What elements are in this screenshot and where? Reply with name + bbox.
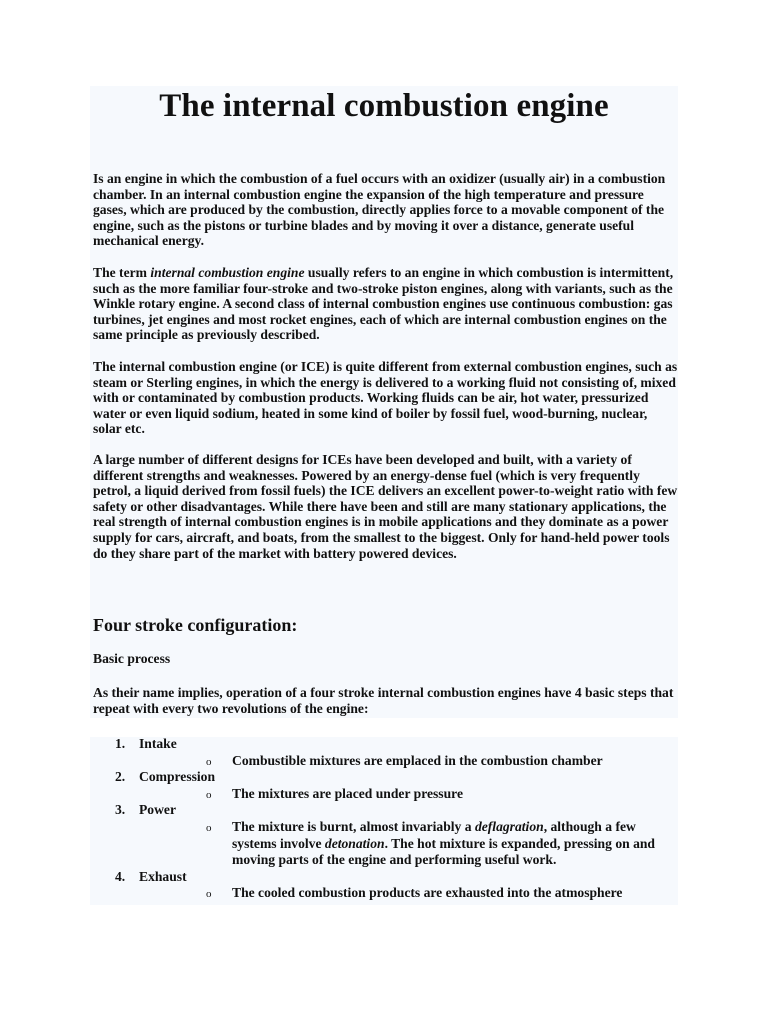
subheading: Basic process: [93, 651, 171, 666]
section-heading: Four stroke configuration:: [93, 615, 298, 635]
paragraph-definition: Is an engine in which the combustion of a fuel occurs with an oxidizer (usually air) in a combustion chamber. In an internal combustion engine the expansion of the high temperature and pressure gases, which are produced by the combustion, directly applies force to a movable component of the engine, such as the pistons or turbine blades and by moving it over a distance, generate useful mechanical energy.: [93, 171, 666, 249]
bullet-icon: o: [206, 888, 212, 901]
step-details: [139, 786, 678, 803]
bullet-icon: o: [206, 821, 212, 834]
paragraph-term-rest: usually refers to an engine in which combustion is intermittent, such as the more familiar four-stroke and two-stroke piston engines, along with variants, such as the Winkle rotary engine. A second class of internal combustion engines use continuous combustion: gas turbines, jet engines and most rocket engines, each of which are internal combustion engines on the same principle as previously described.: [93, 265, 674, 343]
list-item: [93, 736, 678, 769]
paragraph-designs: A large number of different designs for ICEs have been developed and built, with a variety of different strengths and weaknesses. Powered by an energy-dense fuel (which is very frequently petrol, a liquid derived from fossil fuels) the ICE delivers an excellent power-to-weight ratio with few safety or other disadvantages. While there have been and still are many stationary applications, the real strength of internal combustion engines is in mobile applications and they dominate as a power supply for cars, aircraft, and boats, from the smallest to the biggest. Only for hand-held power tools do they share part of the market with battery powered devices.: [93, 452, 678, 561]
document-title: The internal combustion engine: [159, 88, 609, 124]
step-detail: [206, 752, 678, 770]
step-detail-text: , although a few systems involve: [232, 818, 636, 851]
paragraph-term: [93, 265, 678, 343]
paragraph-ice-vs-external: The internal combustion engine (or ICE) is quite different from external combustion engines, such as steam or Sterling engines, in which the energy is delivered to a working fluid not consisting of, mixed with or contaminated by combustion products. Working fluids can be air, hot water, pressurized water or even liquid sodium, heated in some kind of boiler by fossil fuel, wood-burning, nuclear, solar etc.: [93, 359, 678, 437]
step-details: [139, 885, 678, 902]
paragraph-term-start: The term: [93, 265, 151, 280]
step-detail-text: The mixtures are placed under pressure: [232, 785, 463, 801]
step-number: 4.: [115, 868, 126, 884]
step-detail-text: The cooled combustion products are exhausted into the atmosphere: [232, 885, 623, 901]
bullet-icon: o: [206, 788, 212, 801]
paragraph-term-emphasis: internal combustion engine: [150, 265, 305, 280]
step-name: Compression: [139, 769, 216, 785]
step-detail-text: The mixture is burnt, almost invariably a: [232, 818, 475, 834]
step-detail: [206, 818, 678, 869]
bullet-icon: o: [206, 755, 212, 768]
step-detail-text: Combustible mixtures are emplaced in the combustion chamber: [232, 752, 603, 768]
step-number: 1.: [115, 736, 126, 751]
step-details: [139, 753, 678, 770]
step-detail: [206, 885, 678, 902]
list-item: [93, 769, 678, 802]
step-detail-emphasis: detonation: [324, 835, 385, 851]
step-name: Power: [139, 802, 176, 818]
step-name: Exhaust: [139, 868, 187, 884]
step-name: Intake: [139, 736, 177, 751]
step-details: [139, 819, 678, 869]
list-item: [93, 869, 678, 902]
step-detail: [206, 785, 678, 803]
step-number: 3.: [115, 802, 126, 818]
step-number: 2.: [115, 769, 126, 785]
paragraph-intro: As their name implies, operation of a four stroke internal combustion engines have 4 basic steps that repeat with every two revolutions of the engine:: [93, 685, 674, 716]
steps-list: [93, 736, 678, 902]
step-detail-text: . The hot mixture is expanded, pressing on and moving parts of the engine and performing useful work.: [232, 835, 655, 868]
list-item: [93, 802, 678, 868]
step-detail-emphasis: deflagration: [474, 818, 544, 834]
